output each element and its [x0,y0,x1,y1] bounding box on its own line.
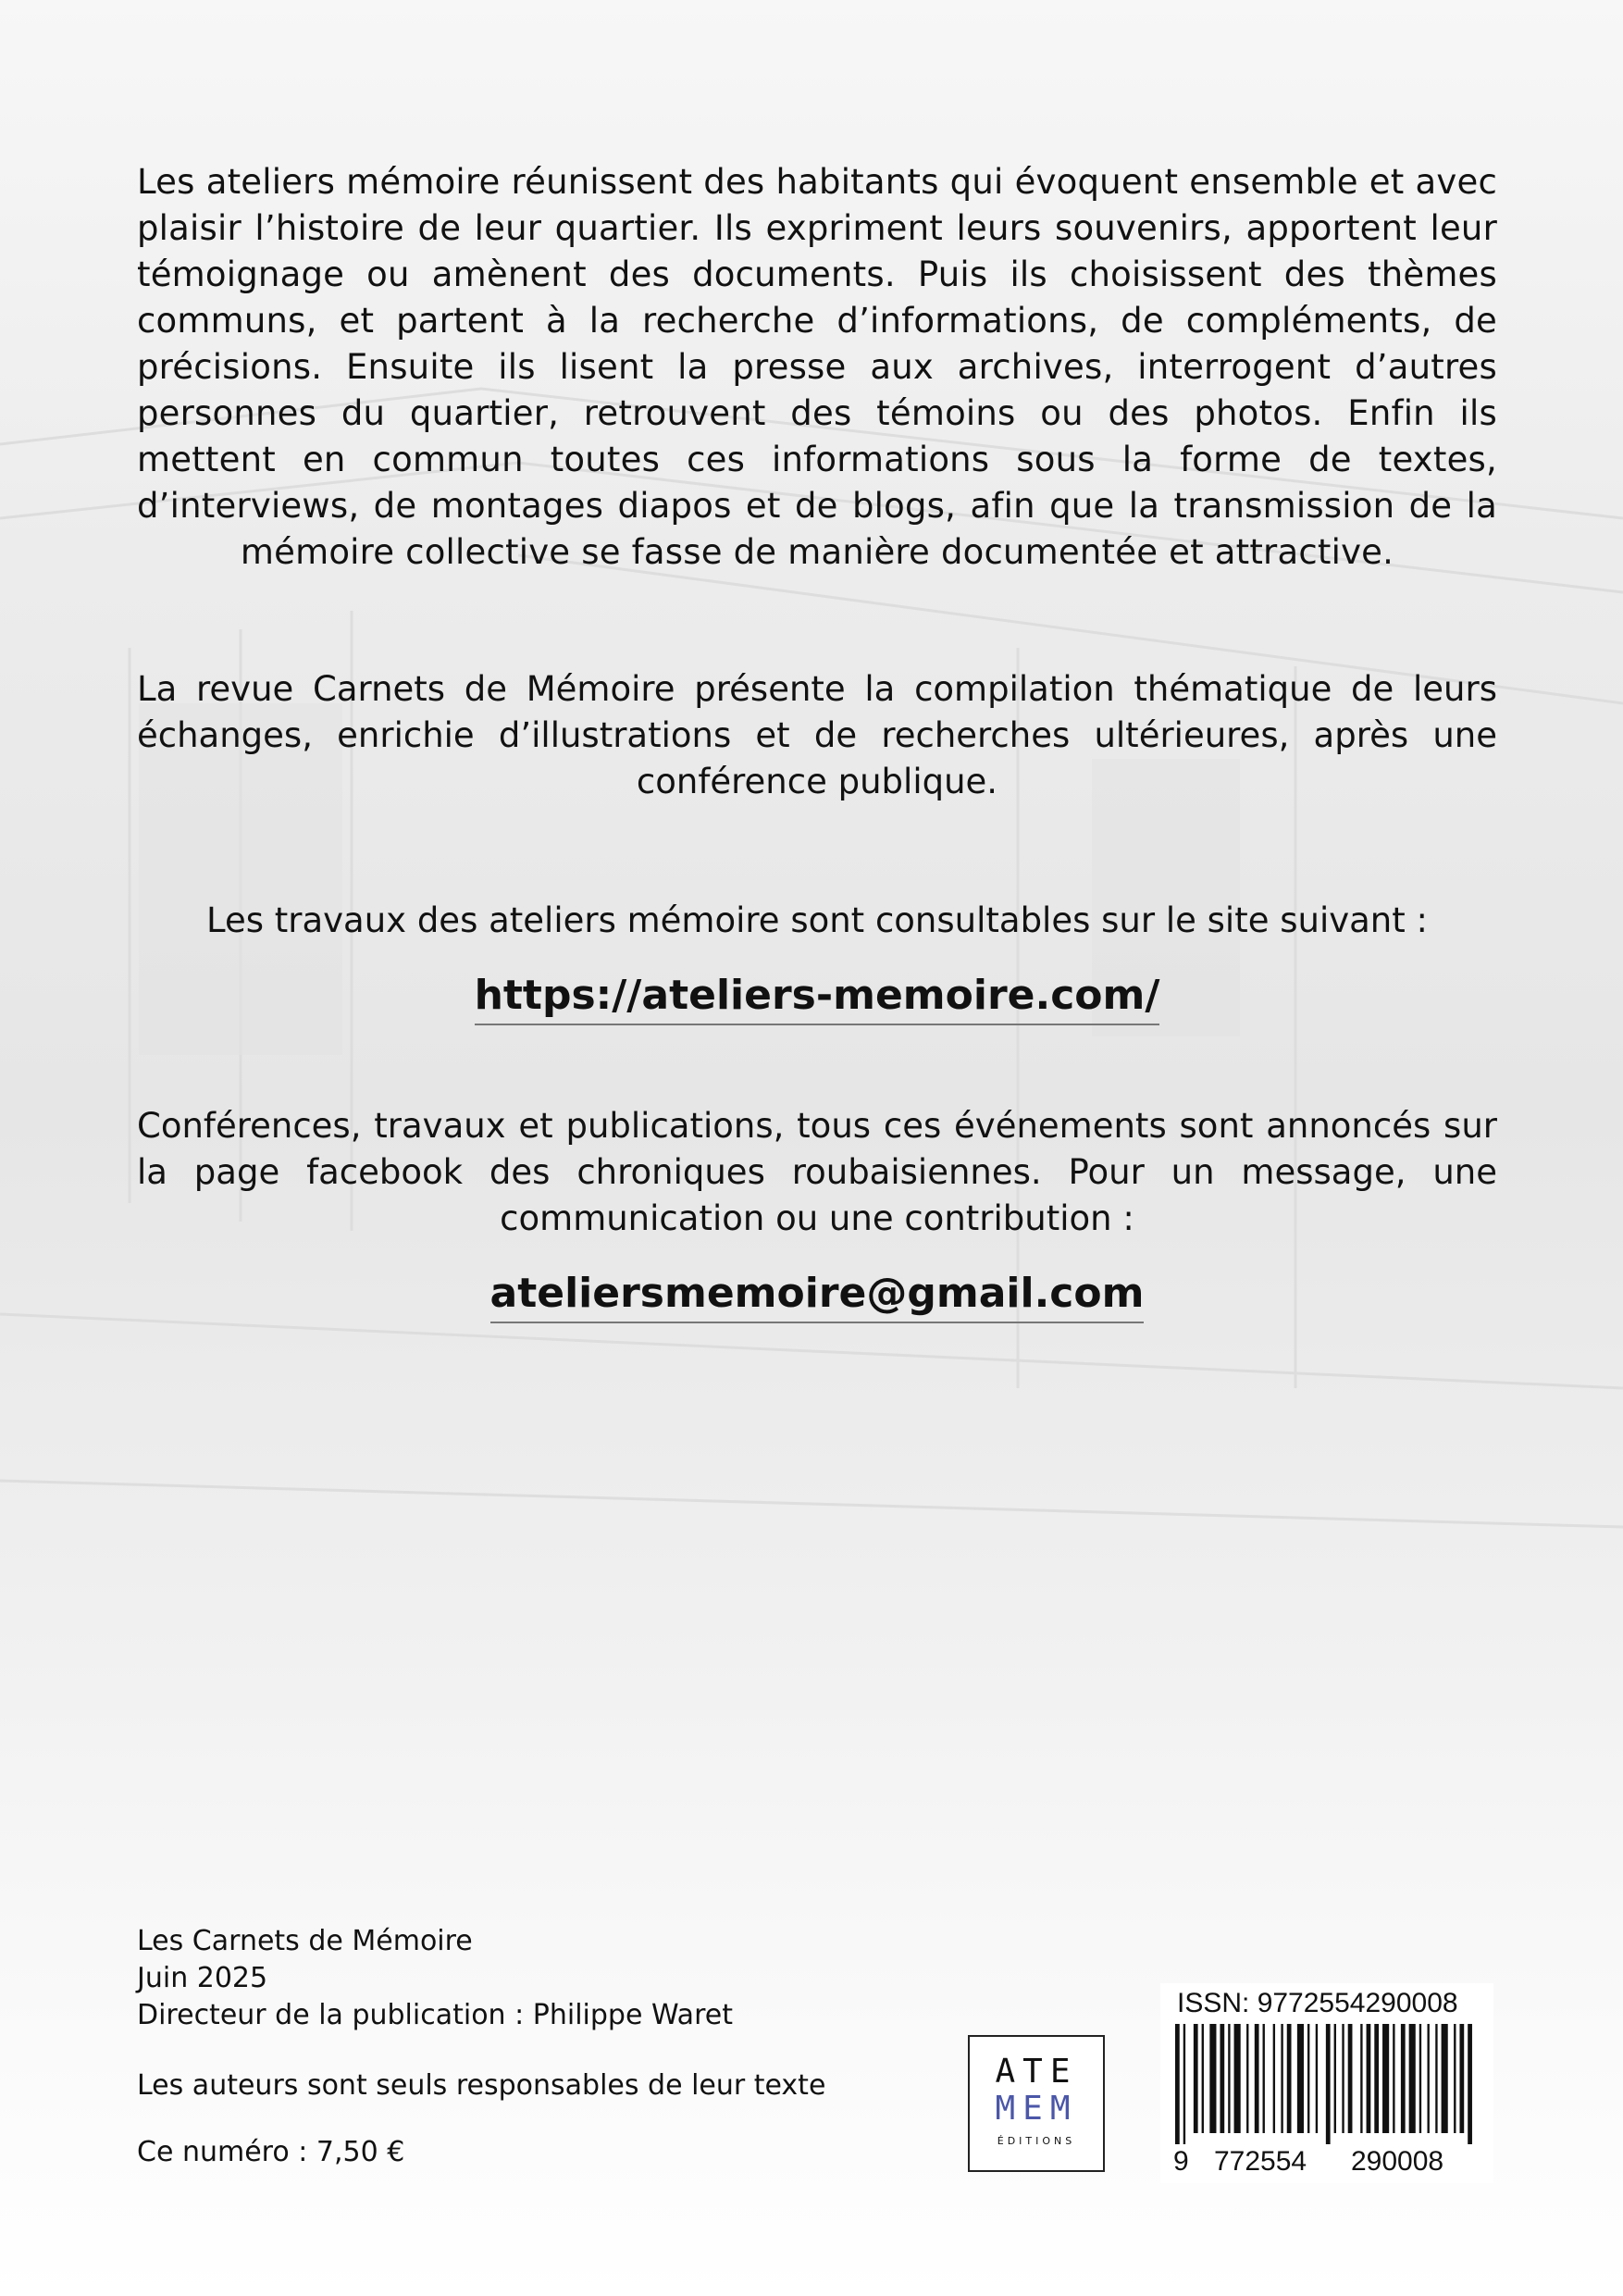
consult-text: Les travaux des ateliers mémoire sont consultables sur le site suivant : [205,900,1428,940]
price-text: Ce numéro : 7,50 € [137,2136,405,2168]
barcode-bar [1435,2024,1437,2133]
barcode-bar [1202,2024,1204,2133]
atemem-logo [968,2035,1105,2172]
barcode-bar [1307,2024,1309,2133]
barcode-bar [1263,2024,1265,2133]
barcode-bar [1326,2024,1331,2144]
barcode-bar [1297,2024,1304,2133]
barcode-bar [1194,2024,1198,2133]
website-link-line [137,970,1497,1025]
barcode-bar [1382,2024,1389,2133]
barcode-bar [1459,2024,1464,2133]
barcode-bar [1228,2024,1230,2133]
barcode-bar [1234,2024,1241,2133]
barcode-bar [1281,2024,1282,2133]
barcode-bar [1183,2024,1185,2144]
logo-line-editions: ÉDITIONS [997,2135,1076,2147]
barcode-bar [1360,2024,1362,2133]
publication-director: Directeur de la publication : Philippe Waret [137,1999,733,2031]
publication-date: Juin 2025 [137,1962,268,1994]
barcode-bar [1374,2024,1379,2133]
barcode-bar [1367,2024,1371,2133]
barcode-bar [1401,2024,1406,2133]
issn-label: ISSN: 9772554290008 [1177,1988,1458,2018]
barcode-bar [1419,2024,1421,2133]
barcode-bar [1468,2024,1472,2144]
barcode-bar [1209,2024,1216,2133]
barcode-left-digits: 772554 [1214,2146,1307,2177]
barcode-bar [1255,2024,1259,2133]
website-link[interactable]: https://ateliers-memoire.com/ [475,970,1160,1025]
barcode-bar [1334,2024,1336,2133]
barcode-bar [1409,2024,1416,2133]
events-paragraph: Conférences, travaux et publications, tous ces événements sont annoncés sur la page facebook des chroniques roubaisiennes. Pour un message, une communication ou une contribution : [137,1106,1497,1238]
barcode-icon [1168,2024,1486,2144]
barcode-right-digits: 290008 [1351,2146,1444,2177]
barcode-bar [1454,2024,1456,2133]
barcode-bar [1316,2024,1318,2133]
barcode-bar [1428,2024,1430,2133]
barcode-bar [1220,2024,1224,2133]
barcode-bar [1246,2024,1248,2133]
barcode-bar [1175,2024,1180,2144]
barcode-bar [1393,2024,1394,2133]
barcode-block [1160,1983,1493,2183]
logo-line-ate: ATE [995,2053,1078,2091]
publication-name: Les Carnets de Mémoire [137,1925,473,1957]
logo-line-mem: MEM [995,2090,1078,2128]
barcode-bar [1342,2024,1344,2133]
email-link[interactable]: ateliersmemoire@gmail.com [490,1268,1145,1323]
barcode-bar [1348,2024,1353,2133]
colophon [137,1923,825,2171]
intro-paragraph: Les ateliers mémoire réunissent des habitants qui évoquent ensemble et avec plaisir l’histoire de leur quartier. Ils expriment leurs souvenirs, apportent leur témoignage ou amènent des documents. Puis ils choisissent des thèmes communs, et partent à la recherche d’informations, de compléments, de précisions. Ensuite ils lisent la presse aux archives, interrogent d’autres personnes du quartier, retrouvent des témoins ou des photos. Enfin ils mettent en commun toutes ces informations sous la forme de textes, d’interviews, de montages diapos et de blogs, afin que la transmission de la mémoire collective se fasse de manière documentée et attractive. [137,162,1497,572]
email-link-line [137,1268,1497,1323]
barcode-bar [1442,2024,1448,2133]
barcode-bar [1273,2024,1275,2133]
disclaimer-text: Les auteurs sont seuls responsables de leur texte [137,2069,826,2102]
barcode-bar [1287,2024,1292,2133]
revue-paragraph: La revue Carnets de Mémoire présente la compilation thématique de leurs échanges, enrichie d’illustrations et de recherches ultérieures, après une conférence publique. [137,669,1497,801]
barcode-lead-digit: 9 [1173,2146,1189,2177]
